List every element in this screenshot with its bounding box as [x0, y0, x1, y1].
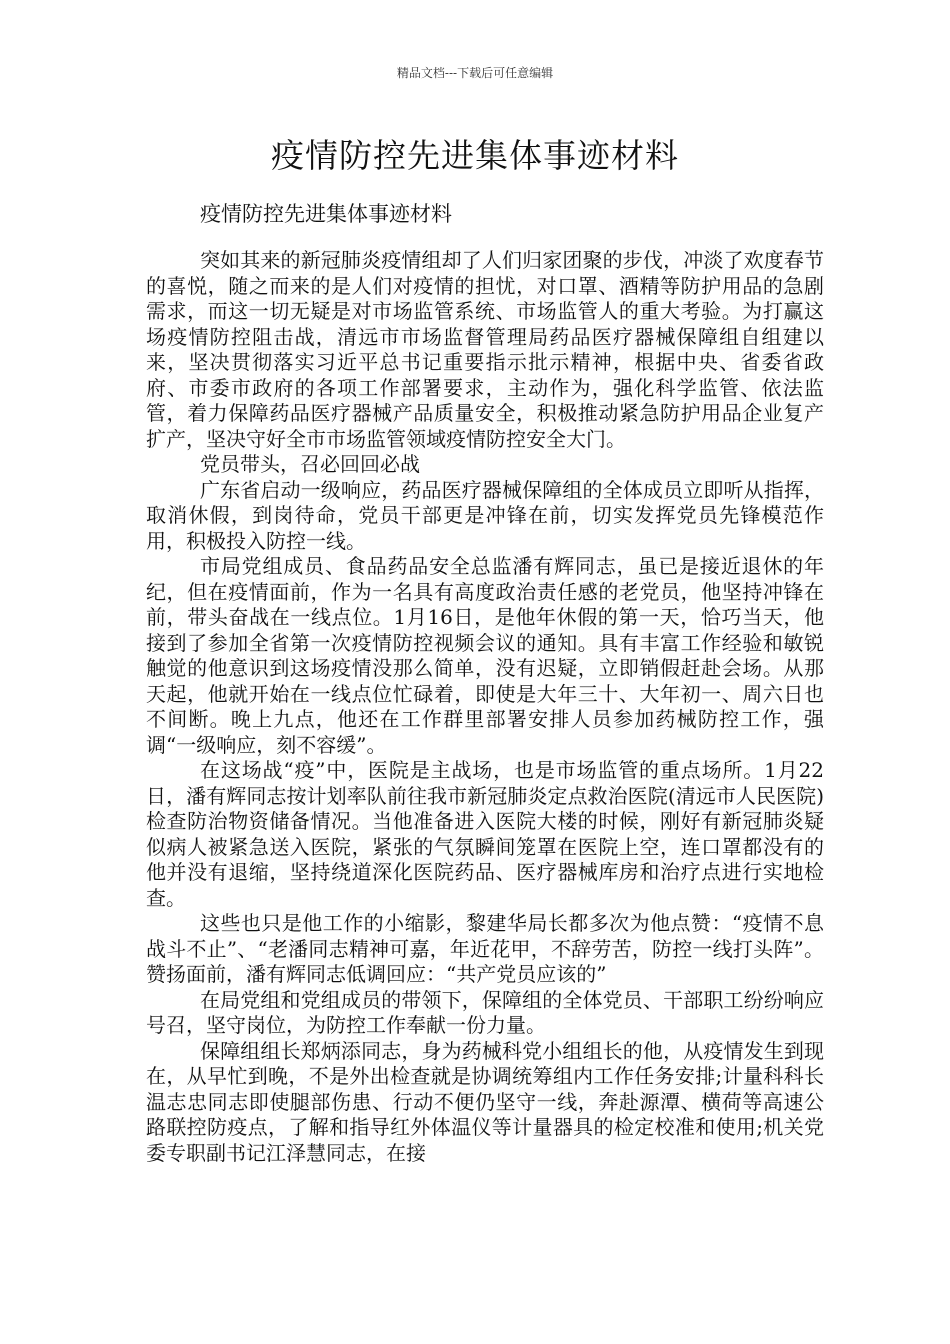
paragraph: 在局党组和党组成员的带领下，保障组的全体党员、干部职工纷纷响应号召，坚守岗位，为防控工作奉献一份力量。	[146, 987, 824, 1037]
paragraph: 突如其来的新冠肺炎疫情组却了人们归家团聚的步伐，冲淡了欢度春节的喜悦，随之而来的是人们对疫情的担忧，对口罩、酒精等防护用品的急剧需求，而这一切无疑是对市场监管系统、市场监管人的重大考验。为打赢这场疫情防控阻击战，清远市市场监督管理局药品医疗器械保障组自组建以来，坚决贯彻落实习近平总书记重要指示批示精神，根据中央、省委省政府、市委市政府的各项工作部署要求，主动作为，强化科学监管、依法监管，着力保障药品医疗器械产品质量安全，积极推动紧急防护用品企业复产扩产，坚决守好全市市场监管领域疫情防控安全大门。	[146, 248, 824, 451]
paragraph: 保障组组长郑炳添同志，身为药械科党小组组长的他，从疫情发生到现在，从早忙到晚，不是外出检查就是协调统筹组内工作任务安排;计量科科长温志忠同志即使腿部伤患、行动不便仍坚守一线，奔赴源潭、横荷等高速公路联控防疫点，了解和指导红外体温仪等计量器具的检定校准和使用;机关党委专职副书记江泽慧同志，在接	[146, 1038, 824, 1165]
document-body	[146, 248, 824, 1166]
paragraph: 这些也只是他工作的小缩影，黎建华局长都多次为他点赞：“疫情不息战斗不止”、“老潘同志精神可嘉，年近花甲，不辞劳苦，防控一线打头阵”。赞扬面前，潘有辉同志低调回应：“共产党员应该的”	[146, 911, 824, 986]
paragraph: 市局党组成员、食品药品安全总监潘有辉同志，虽已是接近退休的年纪，但在疫情面前，作为一名具有高度政治责任感的老党员，他坚持冲锋在前，带头奋战在一线点位。1月16日，是他年休假的第一天，恰巧当天，他接到了参加全省第一次疫情防控视频会议的通知。具有丰富工作经验和敏锐触觉的他意识到这场疫情没那么简单，没有迟疑，立即销假赶赴会场。从那天起，他就开始在一线点位忙碌着，即使是大年三十、大年初一、周六日也不间断。晚上九点，他还在工作群里部署安排人员参加药械防控工作，强调“一级响应，刻不容缓”。	[146, 554, 824, 757]
document-subtitle: 疫情防控先进集体事迹材料	[200, 202, 452, 226]
paragraph: 广东省启动一级响应，药品医疗器械保障组的全体成员立即听从指挥，取消休假，到岗待命，党员干部更是冲锋在前，切实发挥党员先锋模范作用，积极投入防控一线。	[146, 477, 824, 553]
document-title: 疫情防控先进集体事迹材料	[271, 136, 679, 175]
paragraph: 在这场战“疫”中，医院是主战场，也是市场监管的重点场所。1月22日，潘有辉同志按计划率队前往我市新冠肺炎定点救治医院(清远市人民医院)检查防治物资储备情况。当他准备进入医院大楼的时候，刚好有新冠肺炎疑似病人被紧急送入医院，紧张的气氛瞬间笼罩在医院上空，连口罩都没有的他并没有退缩，坚持绕道深化医院药品、医疗器械库房和治疗点进行实地检查。	[146, 758, 824, 910]
section-heading: 党员带头，召必回回必战	[200, 452, 420, 476]
header-note: 精品文档---下载后可任意编辑	[396, 66, 554, 80]
